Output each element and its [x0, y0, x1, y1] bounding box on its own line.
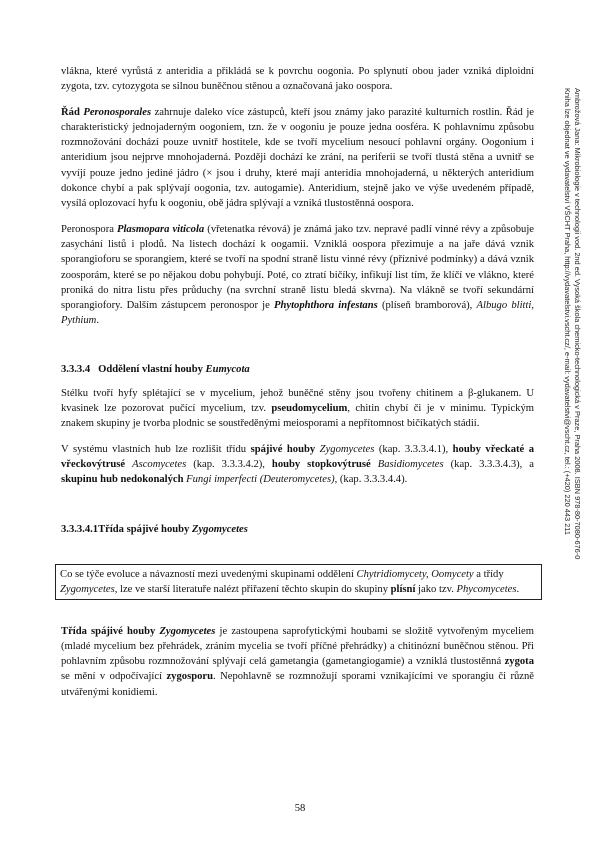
paragraph-peronosporales	[61, 105, 534, 212]
term-zygota: zygota	[504, 656, 534, 668]
text-span: V systému vlastních hub lze rozlišit třídu	[61, 443, 251, 455]
taxon: Chytridiomycety, Oomycety	[356, 568, 474, 580]
text-span: Co se týče evoluce a návazností mezi uvedenými skupinami oddělení	[60, 568, 357, 580]
text-span: jako tzv.	[415, 583, 457, 595]
note-text	[60, 567, 537, 597]
taxon: Ascomycetes	[132, 458, 187, 470]
paragraph-fungi-classes	[61, 442, 534, 488]
paragraph-zygomycetes	[61, 624, 534, 700]
paragraph-eumycota	[61, 386, 534, 432]
text-span: , lze ve starší literatuře nalézt přiřazení těchto skupin do skupiny	[114, 583, 391, 595]
term-bold: houby vřeckaté a vřeckovýtrusé	[61, 443, 535, 470]
term-bold: Třída spájivé houby	[61, 625, 160, 637]
text-span: (kap. 3.3.3.4.1),	[374, 443, 453, 455]
page-number: 58	[294, 803, 306, 814]
paragraph-oospora: vlákna, které vyrůstá z anteridia a přikládá se k povrchu oogonia. Po splynutí obou jader vzniká diploidní zygota, tzv. cytozygota se silnou buněčnou stěnou a označovaná jako oospora.	[61, 66, 534, 93]
text-span: (vřetenatka révová) je známá jako tzv. nepravé padlí vinné révy a způsobuje zasychání listů i plodů. Na listech dochází k oogamii. Vzniklá oospora přezimuje a na jaře dává vznik sporangioforu se sporangiem, které se tvoří na spodní straně listu vinné révy (příznivé podmínky) a dává vznik zoosporám, které se po nějakou dobu pohybují. Poté, co ztratí bičíky, infikují list tím, že klíčí ve vlákno, které proniká do nitra listu přes průduchy (na svrchní straně listu bledá skvrna). Na vlákně se tvoří sekundární sporangiofory. Dalším zástupcem peronospor je	[61, 223, 534, 312]
text-span: (kap. 3.3.3.4.2),	[186, 458, 272, 470]
term-bold: houby stopkovýtrusé	[271, 458, 378, 470]
text-span: . Nepohlavně se rozmnožují sporami vznikajícími ve sporangiu či různě utvářenými konidiemi.	[61, 671, 534, 698]
term-bold: skupinu hub nedokonalých	[61, 474, 187, 486]
paragraph-plasmopara	[61, 222, 534, 329]
text-span: .	[516, 583, 520, 595]
main-text	[61, 64, 534, 700]
side-citation	[548, 88, 582, 588]
taxon: Zygomycetes	[159, 625, 216, 637]
section-title: Oddělení vlastní houby	[98, 363, 206, 375]
taxon: Fungi imperfecti (Deuteromycetes)	[186, 474, 335, 486]
term-pseudomycelium: pseudomycelium	[271, 403, 348, 415]
taxon: Phycomycetes	[456, 583, 517, 595]
text-span: je zastoupena saprofytickými houbami se složitě vytvořeným myceliem (mladé mycelium bez přehrádek, zráním mycelia se tvoří příčné přehrádky) a chitinózní buněčnou stěnou. Při pohlavním způsobu rozmnožování splývají celá gametangia (gametangiogamie) a vzniklá tlustostěnná	[61, 625, 535, 668]
text-span: se mění v odpočívající	[61, 671, 167, 683]
term-bold: spájivé houby	[250, 443, 320, 455]
order-label: Řád	[61, 106, 80, 118]
section-heading-zygomycetes	[61, 522, 534, 537]
text-span: , chitin chybí či je v minimu. Typickým znakem skupiny je tvorba plodnic se soustředěnými meiosporami a nepřítomnost bičíkatých stádií.	[61, 403, 534, 430]
section-heading-eumycota	[61, 362, 534, 377]
taxon: Basidiomycetes	[377, 458, 444, 470]
taxon: Zygomycetes	[319, 443, 375, 455]
citation-line-2: Kniha lze objednat ve vydavatelství VŠCHT Praha, http://vydavatelstvi.vscht.cz/, e-mail: vydavatelstvi@vscht.cz, tel.: (+420) 220 443 211	[563, 88, 572, 535]
section-number: 3.3.3.4	[61, 363, 91, 375]
species-phytophthora: Phytophthora infestans	[274, 300, 378, 312]
species-plasmopara: Plasmopara viticola	[117, 223, 205, 235]
text-span: Stélku tvoří hyfy splétající se v mycelium, jehož buněčné stěny jsou tvořeny chitinem a β-glukanem. U kvasinek lze pozorovat pučící mycelium, tzv.	[61, 387, 534, 415]
text-span: , (kap. 3.3.3.4.4).	[334, 474, 408, 486]
text-span: .	[96, 315, 99, 327]
section-title-taxon: Eumycota	[205, 363, 250, 375]
section-title: 3.3.3.4.1Třída spájivé houby	[61, 523, 192, 535]
term-plisni: plísní	[390, 583, 416, 595]
text-span: (kap. 3.3.3.4.3), a	[443, 458, 535, 470]
text-span: Peronospora	[61, 223, 118, 235]
order-name: Peronosporales	[83, 106, 152, 118]
species-albugo: Albugo blitti, Pythium	[61, 300, 535, 327]
taxon: Zygomycetes	[60, 583, 115, 595]
section-title-taxon: Zygomycetes	[191, 523, 248, 535]
text-span: (plíseň bramborová),	[377, 300, 477, 312]
note-box	[55, 564, 542, 600]
text-span: a třídy	[473, 568, 504, 580]
paragraph-peronosporales-text: zahrnuje daleko více zástupců, kteří jsou známy jako parazité kulturních rostlin. Řád je charakteristický jednojaderným oogoniem, tzn. že v oogoniu je pouze jedna oosféra. K pohlavnímu způsobu rozmnožování dochází pouze uvnitř hostitele, kde se tvoří mycelium nesoucí pohlavní orgány. Oogonium i anteridium jsou nejprve mnohojaderná. Později dochází ke zrání, na periferii se tvoří tlustá stěna a uvnitř se vyvíjí pouze jedno jediné jádro (× jsou i druhy, které mají anteridia mnohojaderná, u některých anteridium dokonce chybí a pak splývají oogonia, tzv. autogamie). Anteridium, stejně jako ve výše uvedeném případě, vysílá oplozovací hyfu k oogoniu, obě jádra splývají a vzniká tlustostěnná oospora.	[61, 106, 534, 210]
citation-line-1: Ambrožová Jana: Mikrobiologie v technologii vod. 2nd ed. Vysoká škola chemicko-technologická v Praze, Praha 2008. ISBN 978-80-7080-676-0	[573, 88, 582, 560]
term-zygosporu: zygosporu	[166, 671, 213, 683]
